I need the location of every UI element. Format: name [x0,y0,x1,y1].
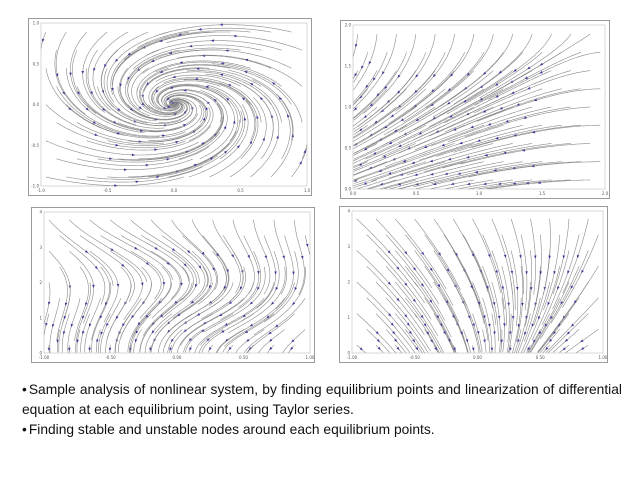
streamline [110,220,188,281]
flow-arrow-icon [538,316,540,319]
flow-arrow-icon [468,315,470,318]
flow-arrow-icon [124,168,127,171]
streamline [107,143,229,177]
flow-arrow-icon [247,255,250,258]
flow-arrow-icon [467,183,470,186]
flow-arrow-icon [525,271,528,274]
streamline [511,219,523,294]
streamline [169,111,243,177]
streamline [367,298,415,353]
flow-arrow-icon [201,329,204,332]
y-tick-label: 2 [347,279,350,285]
streamline [202,314,254,353]
flow-arrow-icon [197,313,200,316]
streamline [521,298,540,353]
streamline [353,89,426,142]
streamline [101,32,148,107]
x-tick-label: 0.50 [535,355,545,360]
flow-arrow-icon [477,139,480,141]
flow-arrow-icon [180,283,183,286]
streamline [492,219,513,294]
streamline [259,330,285,353]
flow-arrow-icon [577,255,579,258]
flow-arrow-icon [475,171,478,174]
x-tick-label: -0.50 [105,355,116,360]
flow-arrow-icon [155,247,158,250]
flow-arrow-icon [527,87,530,89]
flow-arrow-icon [470,126,473,128]
streamline [199,330,223,353]
flow-arrow-icon [63,331,66,334]
streamline [434,282,468,353]
flow-arrow-icon [76,340,79,343]
x-tick-label: -0.5 [103,188,112,193]
streamline [46,68,125,135]
flow-arrow-icon [209,347,212,350]
flow-arrow-icon [101,332,103,335]
streamline [141,236,193,301]
flow-arrow-icon [68,348,71,351]
flow-arrow-icon [115,144,118,147]
flow-arrow-icon [466,339,468,342]
streamline [354,34,377,90]
streamline [477,89,600,122]
flow-arrow-icon [373,77,376,80]
flow-arrow-icon [459,142,462,144]
flow-arrow-icon [488,123,491,125]
flow-arrow-icon [233,35,236,38]
x-tick-label: 1.00 [305,355,314,360]
flow-arrow-icon [132,154,135,157]
streamline [77,147,209,166]
streamline [130,283,172,353]
flow-arrow-icon [295,287,297,290]
streamline [131,251,164,318]
flow-arrow-icon [175,141,178,144]
flow-arrow-icon [244,71,247,73]
bullet-item [22,420,622,440]
streamline [132,267,171,337]
x-tick-label: 0.00 [172,355,182,360]
y-tick-label: 2 [39,280,42,285]
flow-arrow-icon [100,315,103,318]
flow-arrow-icon [438,252,441,255]
flow-arrow-icon [81,71,84,74]
flow-arrow-icon [429,300,432,303]
flow-arrow-icon [198,265,201,268]
flow-arrow-icon [430,160,433,162]
flow-arrow-icon [517,339,520,342]
y-tick-label: 0.0 [32,102,39,107]
streamline [192,220,228,292]
streamline [474,52,581,105]
x-tick-label: 2.0 [601,191,609,196]
x-tick-label: -1.00 [38,355,50,360]
streamline [151,283,212,350]
y-tick-label: -0.5 [31,142,39,148]
flow-arrow-icon [512,316,515,319]
streamline [159,50,291,68]
flow-arrow-icon [88,348,91,351]
streamline [220,251,260,319]
streamline [373,52,445,125]
y-tick-label: 0.5 [32,61,39,67]
y-tick-label: 4 [39,209,42,215]
flow-arrow-icon [264,255,266,258]
streamline [257,236,276,309]
y-tick-label: 1 [347,315,350,320]
flow-arrow-icon [117,284,120,287]
flow-arrow-icon [89,324,91,327]
flow-arrow-icon [211,39,214,42]
flow-arrow-icon [412,339,415,342]
streamline [235,81,274,159]
flow-arrow-icon [415,74,418,77]
streamline [66,141,198,155]
streamline [354,71,436,139]
flow-arrow-icon [189,45,192,48]
streamline [354,52,368,82]
flow-arrow-icon [272,82,275,85]
flow-arrow-icon [488,324,491,327]
flow-arrow-icon [301,256,304,259]
flow-arrow-icon [516,287,519,290]
flow-arrow-icon [534,255,537,258]
flow-arrow-icon [287,114,289,117]
flow-arrow-icon [581,347,584,350]
stream-plot [29,19,311,195]
flow-arrow-icon [48,302,51,305]
streamline [468,162,600,177]
flow-arrow-icon [114,184,117,187]
flow-arrow-icon [524,332,526,335]
flow-arrow-icon [189,347,191,350]
flow-arrow-icon [424,323,427,326]
streamline [179,91,227,159]
streamline [229,267,286,333]
flow-arrow-icon [521,303,524,306]
flow-arrow-icon [414,173,417,175]
x-tick-label: 1.0 [475,191,483,196]
streamline [171,314,212,353]
flow-arrow-icon [369,61,371,64]
y-tick-label: 0.0 [344,186,351,192]
flow-arrow-icon [511,91,514,94]
flow-arrow-icon [262,137,264,140]
streamline [57,159,193,170]
flow-arrow-icon [488,254,490,257]
flow-arrow-icon [231,254,234,257]
flow-arrow-icon [257,287,260,290]
flow-arrow-icon [491,348,494,351]
bullet-item [22,380,622,420]
streamline [396,34,455,111]
flow-arrow-icon [274,271,277,274]
streamline [473,314,483,353]
y-tick-label: -1.0 [31,183,39,189]
streamline [450,162,581,181]
flow-arrow-icon [441,144,444,146]
flow-arrow-icon [195,284,197,287]
x-tick-label: -1.00 [346,355,358,360]
flow-arrow-icon [135,339,137,342]
flow-arrow-icon [116,316,119,319]
flow-arrow-icon [111,248,114,251]
flow-arrow-icon [447,102,450,105]
flow-arrow-icon [141,283,144,286]
flow-arrow-icon [513,69,516,72]
x-tick-label: 0.5 [237,188,244,193]
streamline [354,89,388,121]
x-tick-label: 0.50 [239,355,248,360]
streamline [223,314,274,352]
streamline [88,50,136,125]
x-tick-label: 1.5 [538,191,546,196]
flow-arrow-icon [470,285,472,288]
flow-arrow-icon [303,150,305,153]
flow-arrow-icon [430,268,433,271]
stream-plot [340,207,607,362]
flow-arrow-icon [571,286,574,289]
y-tick-label: 2.0 [344,22,351,28]
flow-arrow-icon [483,183,486,186]
streamline [151,251,181,318]
bullet-icon: • [22,422,27,437]
streamline [549,266,598,337]
flow-arrow-icon [412,161,415,163]
phase-portrait-saddle [340,20,610,199]
streamline [463,235,493,309]
y-tick-label: 1.0 [32,20,39,26]
streamline [137,61,251,93]
flow-arrow-icon [504,255,507,258]
flow-arrow-icon [282,256,285,259]
y-tick-label: 0 [39,350,42,356]
flow-arrow-icon [246,339,249,342]
flow-arrow-icon [398,75,401,78]
streamline [69,251,93,323]
flow-arrow-icon [171,339,174,342]
y-tick-label: 3 [347,244,350,249]
flow-arrow-icon [93,68,96,71]
flow-arrow-icon [519,255,522,258]
flow-arrow-icon [513,182,516,185]
flow-arrow-icon [503,323,506,326]
flow-arrow-icon [250,324,253,327]
flow-arrow-icon [71,324,73,327]
streamline [276,236,294,309]
flow-arrow-icon [42,39,45,42]
x-tick-label: -0.50 [409,355,420,360]
streamline [172,220,218,290]
streamline [411,34,474,110]
flow-arrow-icon [64,316,66,319]
flow-arrow-icon [563,255,566,258]
flow-arrow-icon [82,316,84,319]
flow-arrow-icon [413,267,416,270]
flow-arrow-icon [499,107,502,109]
x-tick-label: 0.00 [473,355,482,360]
flow-arrow-icon [498,182,501,185]
flow-arrow-icon [451,183,454,186]
phase-portrait-stable-node [339,206,608,363]
flow-arrow-icon [443,331,446,334]
flow-arrow-icon [391,114,394,117]
streamline [367,266,425,334]
streamline [137,28,271,48]
bullet-text: Finding stable and unstable nodes around each equilibrium points. [28,422,435,437]
streamline [433,52,523,117]
x-tick-label: 0.5 [412,191,420,196]
flow-arrow-icon [224,126,226,129]
flow-arrow-icon [166,158,169,161]
flow-arrow-icon [472,253,475,256]
streamline [244,298,305,352]
x-tick-label: 0.0 [349,191,357,196]
flow-arrow-icon [96,339,99,342]
flow-arrow-icon [355,44,358,47]
y-tick-label: 3 [39,244,42,250]
flow-arrow-icon [106,323,109,326]
flow-arrow-icon [501,286,504,289]
flow-arrow-icon [92,285,95,288]
y-tick-label: 0.5 [344,145,351,151]
streamline [101,298,121,353]
flow-arrow-icon [359,128,362,131]
phase-portrait-spiral [28,18,312,196]
flow-arrow-icon [507,303,510,306]
flow-arrow-icon [527,66,530,69]
flow-arrow-icon [567,271,569,274]
streamline [460,143,590,164]
flow-arrow-icon [233,120,236,123]
streamline [491,34,590,93]
streamline [252,80,290,159]
y-tick-label: 1.0 [344,104,351,110]
x-tick-label: 1.0 [303,188,311,193]
streamline [444,298,468,353]
flow-arrow-icon [172,248,175,251]
caption-text [22,380,622,440]
flow-arrow-icon [388,172,391,174]
flow-arrow-icon [249,141,252,144]
flow-arrow-icon [244,117,247,120]
flow-arrow-icon [430,173,433,176]
y-tick-label: 1 [39,315,42,321]
flow-arrow-icon [361,66,364,69]
streamline [357,219,418,287]
flow-arrow-icon [483,339,486,342]
flow-arrow-icon [548,302,550,305]
flow-arrow-icon [448,158,451,160]
flow-arrow-icon [511,271,514,274]
x-tick-label: -1.0 [37,188,45,193]
bullet-icon: • [22,382,27,397]
flow-arrow-icon [398,144,401,147]
flow-arrow-icon [500,340,503,343]
flow-arrow-icon [401,118,404,121]
flow-arrow-icon [206,107,208,110]
x-tick-label: 1.00 [598,355,607,360]
flow-arrow-icon [421,315,424,318]
streamline [483,298,493,353]
flow-arrow-icon [163,282,166,285]
flow-arrow-icon [421,252,424,255]
flow-arrow-icon [580,339,583,342]
streamline [563,219,589,293]
flow-arrow-icon [136,180,139,183]
flow-arrow-icon [275,324,278,327]
y-tick-label: 4 [347,208,350,214]
y-tick-label: 1.5 [344,63,351,69]
flow-arrow-icon [540,63,543,66]
flow-arrow-icon [109,157,112,160]
flow-arrow-icon [505,120,508,122]
flow-arrow-icon [581,270,584,273]
flow-arrow-icon [109,348,112,351]
y-tick-label: 0 [347,350,350,356]
flow-arrow-icon [557,286,559,289]
stream-plot [32,208,314,362]
bullet-text: Sample analysis of nonlinear system, by finding equilibrium points and linearization of differential equation at each equilibrium point, using Taylor series. [22,382,622,417]
streamline [178,55,303,86]
phase-portrait-vertical-flow [31,207,315,363]
flow-arrow-icon [220,23,223,26]
streamline [128,50,220,100]
flow-arrow-icon [421,283,424,286]
streamline [49,251,70,324]
stream-plot [341,21,609,198]
flow-arrow-icon [94,133,97,135]
flow-arrow-icon [240,286,243,289]
flow-arrow-icon [292,272,295,275]
streamline [46,177,184,186]
flow-arrow-icon [495,137,498,140]
streamline [80,236,134,302]
streamline [86,68,164,128]
flow-arrow-icon [276,287,278,290]
flow-arrow-icon [139,140,142,143]
flow-arrow-icon [202,54,205,57]
flow-arrow-icon [276,135,279,138]
flow-arrow-icon [382,71,385,74]
x-tick-label: 0.0 [170,188,178,193]
streamline [426,34,493,108]
streamline [50,298,60,353]
